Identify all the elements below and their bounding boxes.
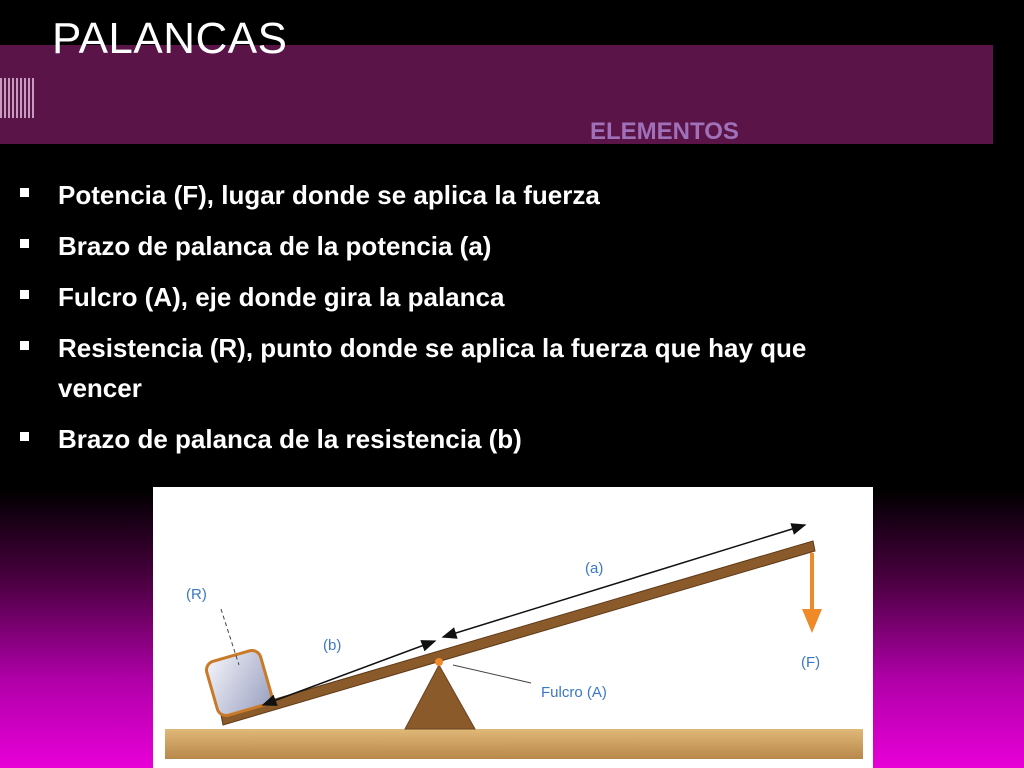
lever-diagram-svg [153,487,873,768]
bullet-item [18,277,828,317]
bullet-square-icon [20,341,29,350]
bullet-text: Fulcro (A), eje donde gira la palanca [58,282,505,312]
bullet-list [18,175,828,470]
lever-beam [221,541,815,725]
lever-diagram [153,487,873,768]
label-r: (R) [186,586,207,603]
arm-a-arrow [443,525,805,637]
fulcrum-triangle [405,665,475,729]
bullet-text: Potencia (F), lugar donde se aplica la fuerza [58,180,600,210]
slide-title: PALANCAS [52,14,288,63]
force-arrow-head [802,609,822,633]
fulcrum-point [435,658,443,666]
bullet-item [18,226,828,266]
arm-b-arrow [263,641,435,705]
bullet-item [18,175,828,215]
bullet-square-icon [20,432,29,441]
bullet-text: Brazo de palanca de la potencia (a) [58,231,492,261]
label-a: (a) [585,560,604,577]
decorative-stripes [0,78,36,118]
bullet-square-icon [20,239,29,248]
label-fulcro: Fulcro (A) [541,684,607,701]
bullet-square-icon [20,188,29,197]
bullet-square-icon [20,290,29,299]
label-b: (b) [323,637,342,654]
label-f: (F) [801,654,821,671]
fulcrum-leader-line [453,665,531,683]
bullet-item [18,419,828,459]
bullet-text: Brazo de palanca de la resistencia (b) [58,424,522,454]
bullet-text: Resistencia (R), punto donde se aplica la fuerza que hay que vencer [58,333,807,403]
slide-subtitle: ELEMENTOS [590,118,739,145]
ground [165,729,863,759]
bullet-item [18,328,828,408]
